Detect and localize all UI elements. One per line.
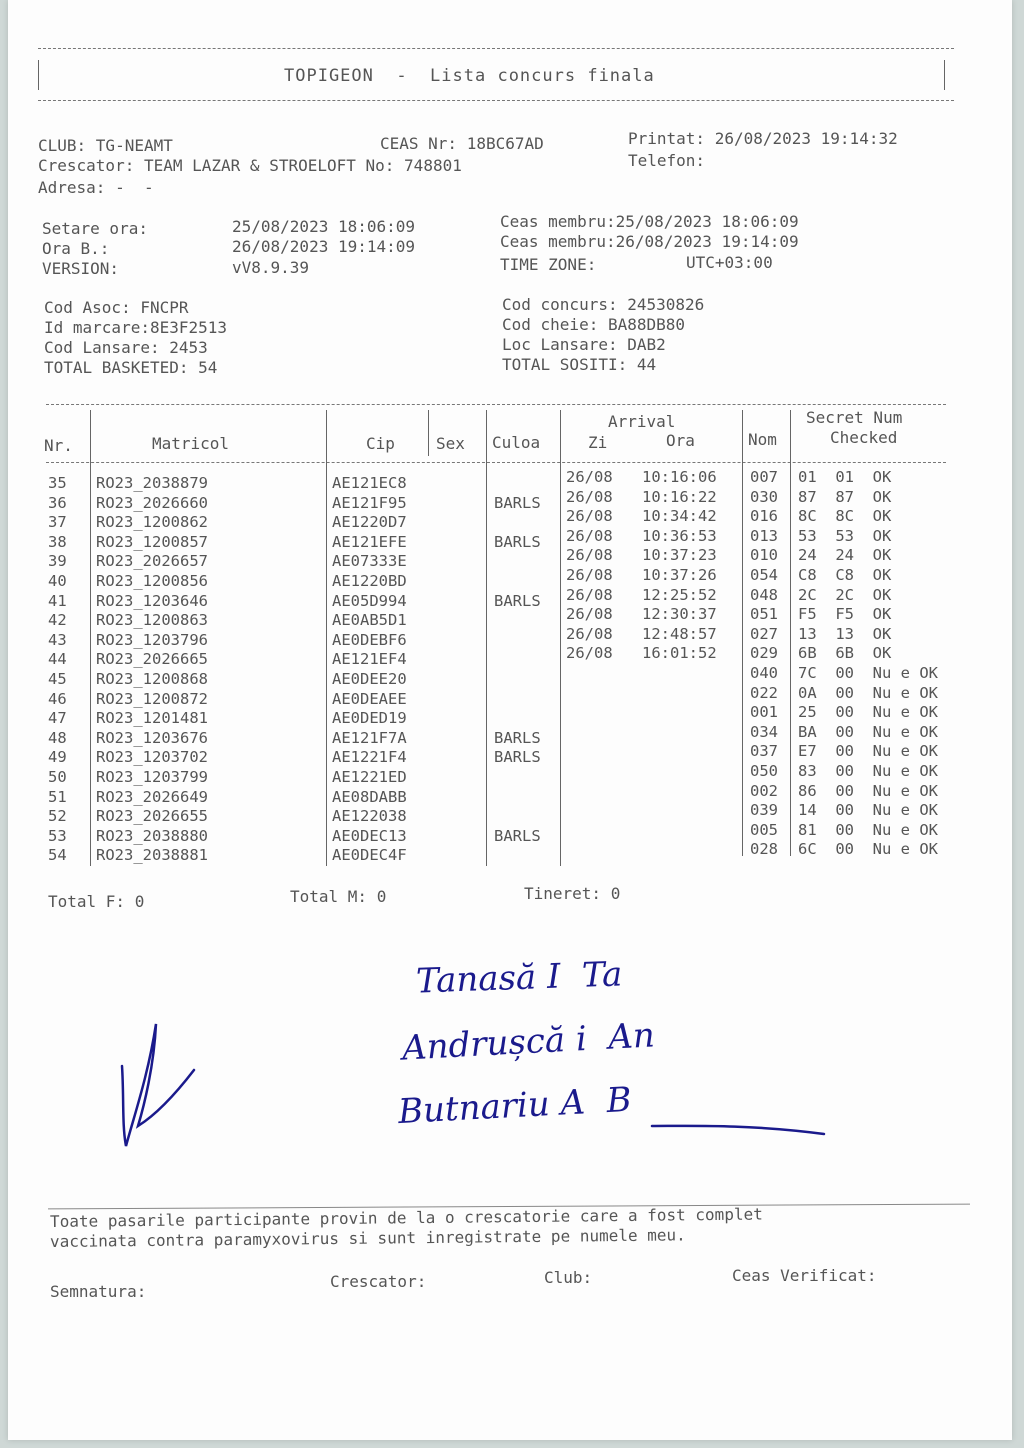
printed-date: Printat: 26/08/2023 19:14:32 — [628, 129, 898, 148]
cell-cip: AE121EFE — [332, 532, 407, 551]
cell-nr: 35 — [48, 474, 67, 492]
cell-matricol: RO23_2038881 — [96, 846, 208, 865]
cell-cip: AE1220BD — [332, 572, 407, 590]
cell-secret: 83 00 Nu e OK — [798, 762, 938, 780]
header-bottom-rule — [38, 100, 954, 101]
cell-nom: 050 — [750, 762, 778, 780]
cell-nom: 029 — [750, 644, 778, 663]
handwritten-signature-1: Tanasă I Ta — [415, 954, 623, 1002]
cell-nom: 013 — [750, 526, 778, 545]
cell-culoa: BARLS — [494, 826, 541, 845]
cell-nr: 50 — [48, 768, 67, 786]
cell-nr: 40 — [48, 572, 67, 590]
cell-matricol: RO23_2026657 — [96, 552, 208, 571]
ceas-membru-1: Ceas membru:25/08/2023 18:06:09 — [500, 212, 799, 231]
cell-secret: 6C 00 Nu e OK — [798, 840, 938, 859]
cell-secret: 13 13 OK — [798, 624, 892, 643]
ora-b-value: 26/08/2023 19:14:09 — [232, 237, 416, 256]
cell-secret: C8 C8 OK — [798, 566, 892, 584]
cell-cip: AE121F7A — [332, 728, 407, 747]
cell-zi: 26/08 — [566, 605, 613, 624]
cell-secret: 01 01 OK — [798, 468, 892, 486]
cell-nr: 45 — [48, 670, 67, 688]
cell-nom: 048 — [750, 585, 778, 604]
handwritten-signature-2: Andrușcă i An — [401, 1015, 656, 1069]
cell-cip: AE0AB5D1 — [332, 611, 407, 630]
cod-asoc: Cod Asoc: FNCPR — [44, 298, 189, 317]
cell-nom: 007 — [750, 468, 778, 486]
cell-cip: AE121EC8 — [332, 474, 407, 492]
cell-zi: 26/08 — [566, 546, 613, 565]
cell-nom: 054 — [750, 566, 778, 584]
telefon-label: Telefon: — [628, 151, 706, 170]
cell-ora: 10:16:06 — [642, 468, 717, 486]
total-sositi: TOTAL SOSITI: 44 — [502, 355, 657, 374]
cell-matricol: RO23_2026649 — [96, 787, 208, 806]
th-arrival: Arrival — [608, 412, 676, 431]
cell-cip: AE122038 — [332, 807, 407, 826]
cell-nom: 002 — [750, 781, 778, 800]
ceas-membru-2: Ceas membru:26/08/2023 19:14:09 — [500, 232, 799, 251]
th-zi: Zi — [588, 433, 608, 452]
time-zone-value: UTC+03:00 — [686, 253, 773, 272]
cod-lansare: Cod Lansare: 2453 — [44, 338, 208, 357]
cell-matricol: RO23_2026665 — [96, 650, 208, 669]
printout-page — [8, 0, 1012, 1440]
table-row — [8, 840, 1008, 866]
cell-secret: BA 00 Nu e OK — [798, 722, 938, 741]
cell-secret: 14 00 Nu e OK — [798, 801, 938, 820]
cell-zi: 26/08 — [566, 585, 613, 604]
crescator-label: Crescator: — [330, 1272, 427, 1291]
cell-secret: F5 F5 OK — [798, 605, 892, 624]
id-marcare: Id marcare:8E3F2513 — [44, 318, 228, 337]
cod-cheie: Cod cheie: BA88DB80 — [502, 315, 686, 334]
cell-matricol: RO23_1203676 — [96, 728, 208, 747]
cell-nr: 47 — [48, 709, 67, 728]
setare-ora-label: Setare ora: — [42, 219, 148, 238]
version-value: vV8.9.39 — [232, 258, 310, 277]
cell-ora: 12:25:52 — [642, 585, 717, 604]
adresa-line: Adresa: - - — [38, 178, 154, 197]
cell-nom: 051 — [750, 605, 778, 624]
cell-matricol: RO23_2038879 — [96, 474, 208, 492]
cell-zi: 26/08 — [566, 526, 613, 545]
cell-matricol: RO23_1200872 — [96, 689, 208, 708]
cell-ora: 10:36:53 — [642, 526, 717, 545]
tineret: Tineret: 0 — [524, 884, 621, 903]
cell-cip: AE0DEC13 — [332, 826, 407, 845]
cell-nr: 42 — [48, 611, 67, 630]
cell-cip: AE05D994 — [332, 591, 407, 610]
ceas-verificat-label: Ceas Verificat: — [732, 1266, 877, 1285]
total-basketed: TOTAL BASKETED: 54 — [44, 358, 218, 377]
th-checked: Checked — [830, 428, 898, 447]
cell-cip: AE1221F4 — [332, 748, 407, 767]
cell-matricol: RO23_1200868 — [96, 670, 208, 688]
cell-secret: 53 53 OK — [798, 526, 892, 545]
th-matricol: Matricol — [152, 434, 230, 453]
cell-matricol: RO23_1200862 — [96, 513, 208, 532]
cell-nom: 040 — [750, 664, 778, 682]
crescator-line: Crescator: TEAM LAZAR & STROELOFT No: 748801 — [38, 156, 462, 175]
th-nom: Nom — [748, 430, 777, 449]
cell-zi: 26/08 — [566, 566, 613, 584]
col-divider-cip — [428, 410, 429, 456]
version-label: VERSION: — [42, 259, 120, 278]
cell-cip: AE0DEE20 — [332, 670, 407, 688]
cell-matricol: RO23_1203796 — [96, 630, 208, 649]
cell-cip: AE1221ED — [332, 768, 407, 786]
cell-matricol: RO23_1203799 — [96, 768, 208, 786]
cell-matricol: RO23_2038880 — [96, 826, 208, 845]
cell-nom: 037 — [750, 742, 778, 761]
cell-cip: AE121F95 — [332, 493, 407, 512]
page-title: TOPIGEON - Lista concurs finala — [284, 66, 655, 86]
th-culoa: Culoa — [492, 433, 541, 452]
cell-nr: 38 — [48, 532, 67, 551]
cell-ora: 10:37:26 — [642, 566, 717, 584]
handwritten-initials-mark — [104, 1016, 204, 1156]
cell-secret: 87 87 OK — [798, 487, 892, 506]
declaration-line-1: Toate pasarile participante provin de la o crescatorie care a fost complet — [49, 1204, 763, 1231]
cell-matricol: RO23_1200863 — [96, 611, 208, 630]
cell-nr: 37 — [48, 513, 67, 532]
header-top-rule — [38, 48, 954, 49]
cell-secret: 6B 6B OK — [798, 644, 892, 663]
th-nr: Nr. — [44, 436, 73, 455]
cell-culoa: BARLS — [494, 591, 541, 610]
cell-secret: 24 24 OK — [798, 546, 892, 565]
cell-zi: 26/08 — [566, 487, 613, 506]
cell-cip: AE07333E — [332, 552, 407, 571]
cell-nr: 36 — [48, 493, 67, 512]
time-zone-label: TIME ZONE: — [500, 255, 597, 274]
club-footer-label: Club: — [544, 1268, 593, 1287]
cell-cip: AE0DEC4F — [332, 846, 407, 865]
club-label: CLUB: TG-NEAMT — [38, 136, 173, 155]
cell-nr: 53 — [48, 826, 67, 845]
cell-culoa: BARLS — [494, 728, 541, 747]
cell-culoa: BARLS — [494, 748, 541, 767]
handwritten-underline — [648, 1096, 828, 1136]
cell-nom: 039 — [750, 801, 778, 820]
total-m: Total M: 0 — [290, 887, 387, 906]
loc-lansare: Loc Lansare: DAB2 — [502, 335, 666, 354]
cell-matricol: RO23_1200856 — [96, 572, 208, 590]
cell-culoa: BARLS — [494, 532, 541, 551]
cell-secret: 8C 8C OK — [798, 507, 892, 526]
cell-nom: 030 — [750, 487, 778, 506]
cell-nom: 001 — [750, 703, 778, 722]
cell-nom: 016 — [750, 507, 778, 526]
cell-ora: 10:34:42 — [642, 507, 717, 526]
cell-ora: 12:48:57 — [642, 624, 717, 643]
cell-nr: 44 — [48, 650, 67, 669]
cell-cip: AE08DABB — [332, 787, 407, 806]
cell-nr: 48 — [48, 728, 67, 747]
cell-secret: 25 00 Nu e OK — [798, 703, 938, 722]
cell-secret: 0A 00 Nu e OK — [798, 683, 938, 702]
cell-cip: AE0DEAEE — [332, 689, 407, 708]
cell-nom: 027 — [750, 624, 778, 643]
cell-nom: 005 — [750, 820, 778, 839]
cell-zi: 26/08 — [566, 468, 613, 486]
cell-secret: E7 00 Nu e OK — [798, 742, 938, 761]
handwritten-signature-3: Butnariu A B — [397, 1079, 633, 1133]
cell-ora: 12:30:37 — [642, 605, 717, 624]
cell-nr: 41 — [48, 591, 67, 610]
cell-matricol: RO23_1203702 — [96, 748, 208, 767]
cell-secret: 81 00 Nu e OK — [798, 820, 938, 839]
cell-matricol: RO23_1200857 — [96, 532, 208, 551]
th-sex: Sex — [436, 434, 465, 453]
header-right-border — [944, 60, 945, 90]
cell-nr: 43 — [48, 630, 67, 649]
cell-nr: 51 — [48, 787, 67, 806]
th-ora: Ora — [666, 431, 695, 450]
cell-zi: 26/08 — [566, 644, 613, 663]
cell-cip: AE1220D7 — [332, 513, 407, 532]
cell-secret: 7C 00 Nu e OK — [798, 664, 938, 682]
table-header-rule — [46, 462, 946, 463]
cell-nr: 46 — [48, 689, 67, 708]
cell-nr: 54 — [48, 846, 67, 865]
cod-concurs: Cod concurs: 24530826 — [502, 295, 705, 314]
cell-matricol: RO23_1201481 — [96, 709, 208, 728]
cell-secret: 2C 2C OK — [798, 585, 892, 604]
cell-nr: 49 — [48, 748, 67, 767]
table-top-rule — [46, 404, 946, 405]
cell-matricol: RO23_2026660 — [96, 493, 208, 512]
cell-matricol: RO23_1203646 — [96, 591, 208, 610]
cell-ora: 10:16:22 — [642, 487, 717, 506]
cell-ora: 10:37:23 — [642, 546, 717, 565]
header-left-border — [38, 60, 39, 90]
semnatura-label: Semnatura: — [50, 1282, 147, 1301]
cell-ora: 16:01:52 — [642, 644, 717, 663]
th-cip: Cip — [366, 434, 395, 453]
total-f: Total F: 0 — [48, 892, 145, 911]
cell-nom: 022 — [750, 683, 778, 702]
declaration-line-2: vaccinata contra paramyxovirus si sunt inregistrate pe numele meu. — [49, 1225, 686, 1251]
cell-nom: 028 — [750, 840, 778, 859]
cell-matricol: RO23_2026655 — [96, 807, 208, 826]
cell-secret: 86 00 Nu e OK — [798, 781, 938, 800]
ceas-number: CEAS Nr: 18BC67AD — [380, 134, 544, 153]
th-secret-num: Secret Num — [806, 408, 903, 427]
cell-nom: 010 — [750, 546, 778, 565]
cell-zi: 26/08 — [566, 507, 613, 526]
cell-nr: 39 — [48, 552, 67, 571]
cell-cip: AE121EF4 — [332, 650, 407, 669]
cell-cip: AE0DEBF6 — [332, 630, 407, 649]
cell-zi: 26/08 — [566, 624, 613, 643]
cell-culoa: BARLS — [494, 493, 541, 512]
setare-ora-value: 25/08/2023 18:06:09 — [232, 217, 416, 236]
ora-b-label: Ora B.: — [42, 239, 110, 258]
cell-nom: 034 — [750, 722, 778, 741]
cell-cip: AE0DED19 — [332, 709, 407, 728]
cell-nr: 52 — [48, 807, 67, 826]
